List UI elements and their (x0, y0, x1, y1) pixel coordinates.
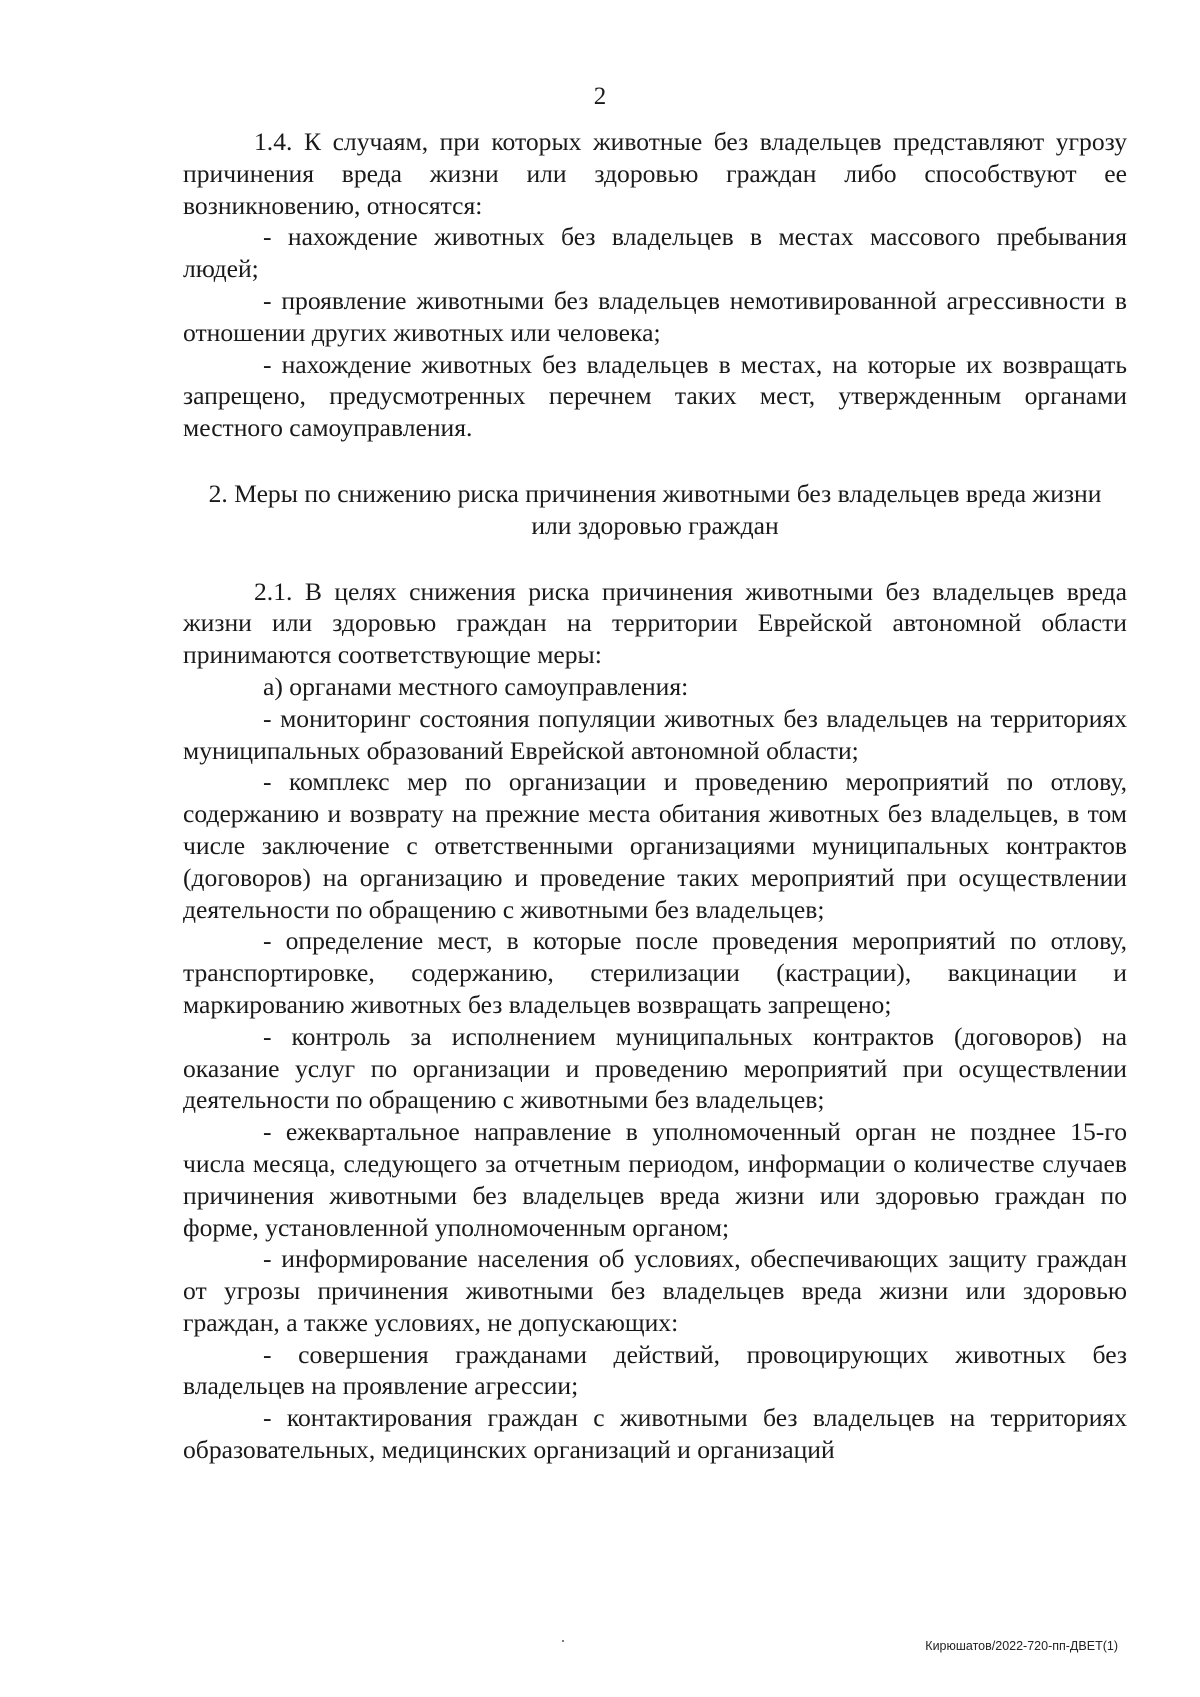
list-item: - информирование населения об условиях, обеспечивающих защиту граждан от угрозы причинения животными без владельцев вреда жизни или здоровью граждан, а также условиях, не допускающих: (183, 1244, 1127, 1337)
footer-document-code: Кирюшатов/2022-720-пп-ДВЕТ(1) (925, 1639, 1118, 1653)
scan-dot-mark (562, 1640, 564, 1642)
page-number: 2 (593, 83, 607, 110)
list-item: - проявление животными без владельцев немотивированной агрессивности в отношении других животных или человека; (183, 285, 1127, 347)
paragraph-2-1: 2.1. В целях снижения риска причинения животными без владельцев вреда жизни или здоровью граждан на территории Еврейской автономной области принимаются соответствующие меры: (183, 576, 1127, 670)
document-body (183, 126, 1127, 1466)
list-item: - ежеквартальное направление в уполномоченный орган не позднее 15-го числа месяца, следующего за отчетным периодом, информации о количестве случаев причинения животными без владельцев вреда жизни или здоровью граждан по форме, установленной уполномоченным органом; (183, 1117, 1127, 1242)
section-heading: 2. Меры по снижению риска причинения животными без владельцев вреда жизни или здоровью граждан (208, 478, 1102, 540)
list-item: - нахождение животных без владельцев в местах массового пребывания людей; (183, 222, 1127, 284)
list-item: - мониторинг состояния популяции животных без владельцев на территориях муниципальных образований Еврейской автономной области; (183, 703, 1127, 765)
list-item: - контроль за исполнением муниципальных контрактов (договоров) на оказание услуг по организации и проведению мероприятий при осуществлении деятельности по обращению с животными без владельцев; (183, 1021, 1127, 1115)
paragraph-1-4: 1.4. К случаям, при которых животные без владельцев представляют угрозу причинения вреда жизни или здоровью граждан либо способствуют ее возникновению, относятся: (183, 127, 1127, 220)
list-item: - определение мест, в которые после проведения мероприятий по отлову, транспортировке, содержанию, стерилизации (кастрации), вакцинации и маркированию животных без владельцев возвращать запрещено; (183, 926, 1127, 1019)
list-item: - нахождение животных без владельцев в местах, на которые их возвращать запрещено, предусмотренных перечнем таких мест, утвержденным органами местного самоуправления. (183, 349, 1127, 443)
sub-item-a: а) органами местного самоуправления: (263, 671, 689, 701)
list-item: - комплекс мер по организации и проведению мероприятий по отлову, содержанию и возврату на прежние места обитания животных без владельцев, в том числе заключение с ответственными организациями муниципальных контрактов (договоров) на организацию и проведение таких мероприятий при осуществлении деятельности по обращению с животными без владельцев; (183, 767, 1127, 924)
list-item: - совершения гражданами действий, провоцирующих животных без владельцев на проявление агрессии; (183, 1339, 1127, 1401)
list-item: - контактирования граждан с животными без владельцев на территориях образовательных, медицинских организаций и организаций (183, 1403, 1127, 1465)
